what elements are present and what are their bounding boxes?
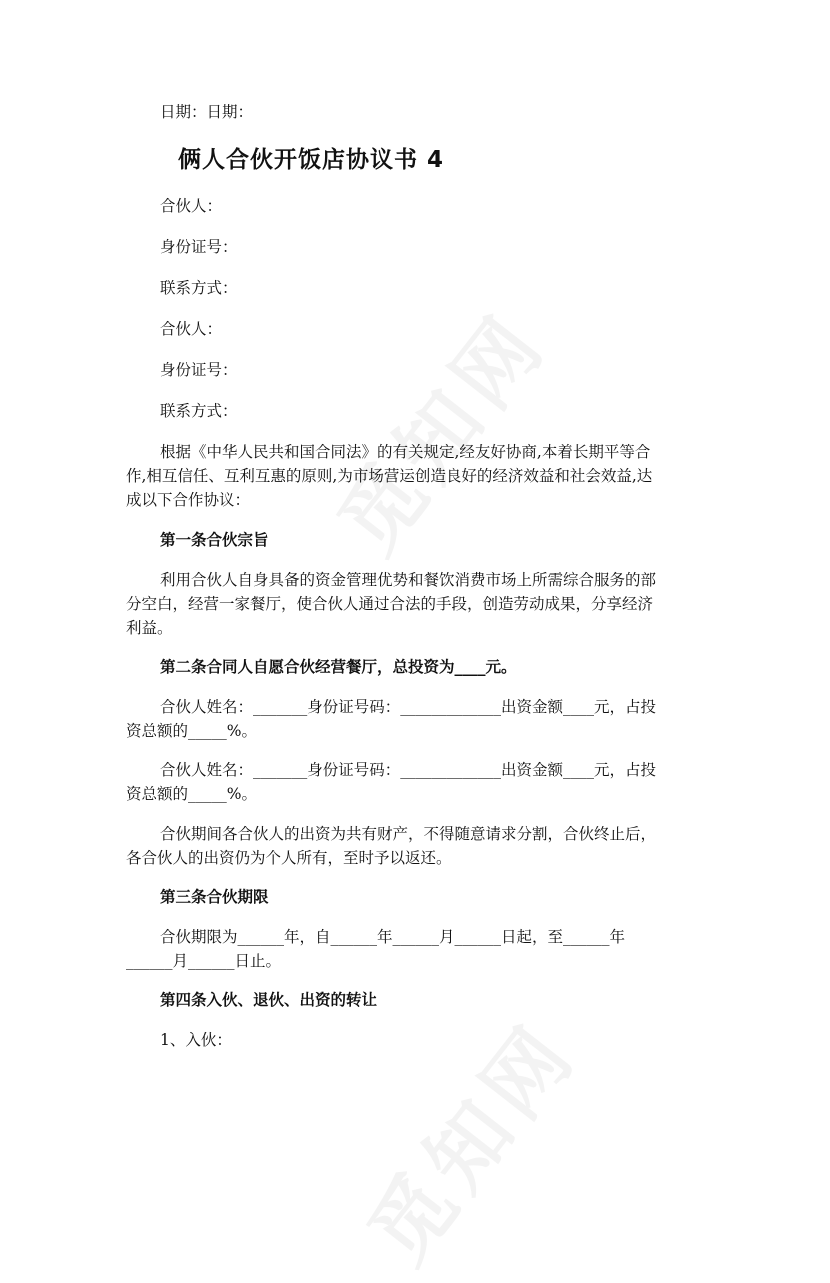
partner-contribution-line: 资总额的_____%。 <box>126 722 257 740</box>
article-heading: 第二条合同人自愿合伙经营餐厅，总投资为____元。 <box>160 657 517 676</box>
id-number-label: 身份证号： <box>160 361 238 379</box>
article1-paragraph-line: 利益。 <box>126 619 173 637</box>
term-line: 合伙期限为______年，自______年______月______日起，至______年 <box>160 928 626 946</box>
partner-label: 合伙人： <box>160 197 223 215</box>
article1-paragraph-line: 利用合伙人自身具备的资金管理优势和餐饮消费市场上所需综合服务的部 <box>160 571 657 589</box>
partner-contribution-line: 合伙人姓名：_______身份证号码：_____________出资金额____元，占投 <box>160 761 657 779</box>
shared-property-line: 合伙期间各合伙人的出资为共有财产，不得随意请求分割，合伙终止后， <box>160 825 657 843</box>
term-line: ______月______日止。 <box>126 952 282 970</box>
intro-paragraph-line: 根据《中华人民共和国合同法》的有关规定,经友好协商,本着长期平等合 <box>160 443 651 461</box>
date-line: 日期：日期： <box>160 103 254 121</box>
contact-label: 联系方式： <box>160 402 238 420</box>
article-heading: 第三条合伙期限 <box>160 887 269 906</box>
document-title: 俩人合伙开饭店协议书 4 <box>178 147 445 173</box>
article1-paragraph-line: 分空白，经营一家餐厅，使合伙人通过合法的手段，创造劳动成果，分享经济 <box>126 595 654 613</box>
intro-paragraph-line: 成以下合作协议： <box>126 491 251 509</box>
partner-label: 合伙人： <box>160 320 223 338</box>
shared-property-line: 各合伙人的出资仍为个人所有，至时予以返还。 <box>126 849 452 867</box>
article-heading: 第一条合伙宗旨 <box>160 530 269 549</box>
contact-label: 联系方式： <box>160 279 238 297</box>
partner-contribution-line: 合伙人姓名：_______身份证号码：_____________出资金额____元，占投 <box>160 698 657 716</box>
intro-paragraph-line: 作,相互信任、互利互惠的原则,为市场营运创造良好的经济效益和社会效益,达 <box>126 467 653 485</box>
id-number-label: 身份证号： <box>160 238 238 256</box>
partner-contribution-line: 资总额的_____%。 <box>126 785 257 803</box>
article-heading: 第四条入伙、退伙、出资的转让 <box>160 990 378 1009</box>
list-item: 1、入伙： <box>160 1031 232 1049</box>
